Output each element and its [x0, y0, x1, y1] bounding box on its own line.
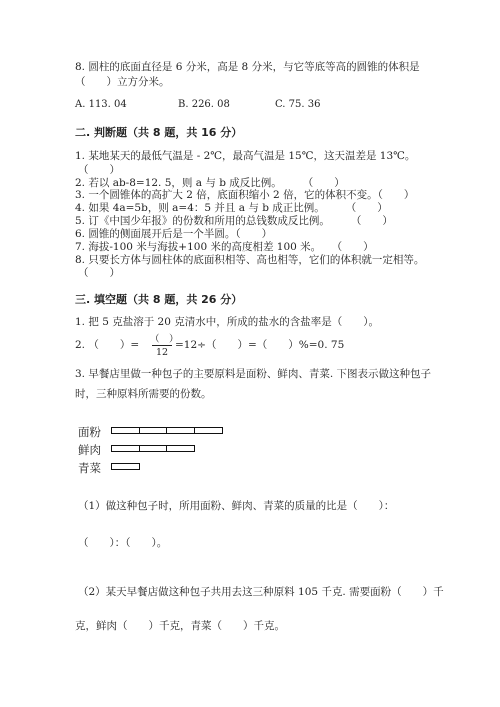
- diagram-label-greens: 青菜: [78, 461, 101, 475]
- judge-item-8: 8. 只要长方体与圆柱体的底面积相等、高也相等，它们的体积就一定相等。: [75, 254, 425, 266]
- judge-item-3: 3. 一个圆锥体的高扩大 2 倍，底面积缩小 2 倍，它的体积不变。（ ）: [75, 189, 415, 201]
- judge-item-6: 6. 圆锥的侧面展开后是一个半圆。（ ）: [75, 228, 273, 240]
- judge-item-5: 5. 订《中国少年报》的份数和所用的总钱数成反比例。 （ ）: [75, 215, 393, 227]
- diagram-bar-flour: [111, 427, 221, 434]
- bar-segment: [111, 463, 140, 470]
- judge-item-8-blank: （ ）: [78, 267, 120, 279]
- fill-q1: 1. 把 5 克盐溶于 20 克清水中，所成的盐水的含盐率是（ ）。: [75, 316, 379, 328]
- fill-q2-fraction-numerator: （ ）: [150, 334, 179, 345]
- bar-segment: [139, 445, 168, 452]
- fill-q3-line2: 时，三种原料所需要的份数。: [75, 388, 212, 400]
- diagram-label-meat: 鲜肉: [78, 443, 101, 457]
- section3-heading: 三. 填空题（共 8 题，共 26 分）: [75, 293, 243, 306]
- q8-line1: 8. 圆柱的底面直径是 6 分米，高是 8 分米，与它等底等高的圆锥的体积是: [75, 61, 420, 73]
- q8-option-c: C. 75. 36: [275, 99, 321, 110]
- fill-q3-line1: 3. 早餐店里做一种包子的主要原料是面粉、鲜肉、青菜. 下图表示做这种包子: [75, 368, 432, 380]
- fill-q3-sub2-line2: 克，鲜肉（ ）千克，青菜（ ）千克。: [75, 620, 285, 632]
- judge-item-1: 1. 某地某天的最低气温是 - 2℃，最高气温是 15℃，这天温差是 13℃。: [75, 150, 416, 162]
- fill-q3-sub1-line2: （ ）：（ ）。: [78, 537, 168, 549]
- bar-segment: [194, 427, 223, 434]
- bar-segment: [139, 427, 168, 434]
- bar-segment: [111, 445, 140, 452]
- fraction-bar: [152, 345, 172, 346]
- q8-line2: （ ）立方分米。: [75, 76, 170, 88]
- diagram-bar-greens: [111, 463, 139, 470]
- bar-segment: [166, 427, 195, 434]
- bar-segment: [111, 427, 140, 434]
- q8-option-b: B. 226. 08: [178, 99, 230, 110]
- judge-item-7: 7. 海拔-100 米与海拔+100 米的高度相差 100 米。 （ ）: [75, 241, 374, 253]
- q8-option-a: A. 113. 04: [75, 99, 127, 110]
- diagram-label-flour: 面粉: [78, 425, 101, 439]
- judge-item-2: 2. 若以 ab-8=12. 5，则 a 与 b 成反比例。 （ ）: [75, 177, 345, 189]
- fill-q2-prefix: 2. （ ）=: [75, 339, 140, 351]
- fill-q3-sub1-line1: （1）做这种包子时，所用面粉、鲜肉、青菜的质量的比是（ ）：: [78, 500, 395, 512]
- fill-q2-suffix: =12÷（ ）=（ ）%=0. 75: [175, 339, 345, 351]
- bar-segment: [166, 445, 195, 452]
- judge-item-4: 4. 如果 4a=5b，则 a=4：5 并且 a 与 b 成正比例。 （ ）: [75, 202, 388, 214]
- fill-q2-fraction-denominator: 12: [155, 347, 169, 358]
- section2-heading: 二. 判断题（共 8 题，共 16 分）: [75, 126, 243, 139]
- fill-q3-sub2-line1: （2）某天早餐店做这种包子共用去这三种原料 105 千克. 需要面粉（ ）千: [78, 586, 444, 598]
- diagram-bar-meat: [111, 445, 194, 452]
- judge-item-1-blank: （ ）: [78, 164, 120, 176]
